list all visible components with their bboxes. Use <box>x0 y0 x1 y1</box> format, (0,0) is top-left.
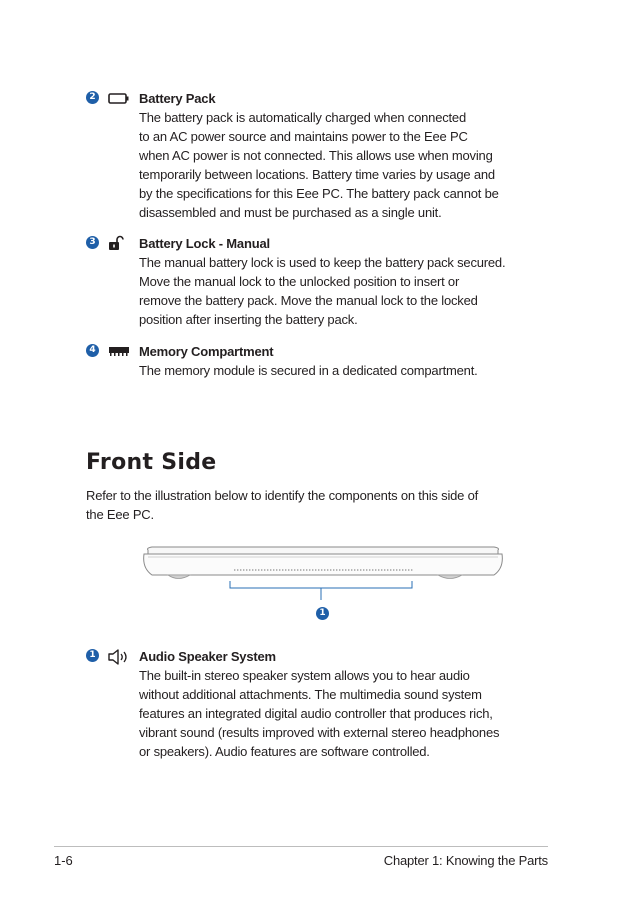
text-line: The battery pack is automatically charged when connected <box>139 110 466 125</box>
item-body <box>139 235 559 329</box>
chapter-title: Chapter 1: Knowing the Parts <box>383 853 548 868</box>
item-title: Battery Lock - Manual <box>139 236 270 251</box>
text-line: by the specifications for this Eee PC. The battery pack cannot be <box>139 186 499 201</box>
item-body <box>139 648 559 761</box>
text-line: The memory module is secured in a dedicated compartment. <box>139 363 478 378</box>
text-line: features an integrated digital audio controller that produces rich, <box>139 706 493 721</box>
text-line: when AC power is not connected. This allows use when moving <box>139 148 493 163</box>
footer-divider <box>54 846 548 847</box>
item-title: Audio Speaker System <box>139 649 276 664</box>
section-intro <box>86 486 556 524</box>
number-badge: 1 <box>86 649 99 662</box>
battery-icon <box>105 90 133 106</box>
text-line: or speakers). Audio features are software controlled. <box>139 744 430 759</box>
number-badge: 2 <box>86 91 99 104</box>
number-badge: 4 <box>86 344 99 357</box>
section-heading: Front Side <box>86 450 217 475</box>
text-line: remove the battery pack. Move the manual lock to the locked <box>139 293 478 308</box>
text-line: to an AC power source and maintains power to the Eee PC <box>139 129 468 144</box>
number-badge: 3 <box>86 236 99 249</box>
text-line: Move the manual lock to the unlocked position to insert or <box>139 274 460 289</box>
item-title: Battery Pack <box>139 91 216 106</box>
unlock-icon <box>105 235 133 251</box>
text-line: position after inserting the battery pack. <box>139 312 358 327</box>
text-line: disassembled and must be purchased as a single unit. <box>139 205 442 220</box>
callout-badge: 1 <box>316 607 329 620</box>
text-line: The built-in stereo speaker system allows you to hear audio <box>139 668 470 683</box>
text-line: the Eee PC. <box>86 507 154 522</box>
page-number: 1-6 <box>54 853 73 868</box>
item-title: Memory Compartment <box>139 344 274 359</box>
item-body <box>139 343 559 380</box>
item-body <box>139 90 559 222</box>
text-line: temporarily between locations. Battery time varies by usage and <box>139 167 495 182</box>
speaker-icon <box>105 648 133 664</box>
text-line: Refer to the illustration below to identify the components on this side of <box>86 488 479 503</box>
text-line: vibrant sound (results improved with external stereo headphones <box>139 725 500 740</box>
text-line: The manual battery lock is used to keep the battery pack secured. <box>139 255 506 270</box>
text-line: without additional attachments. The multimedia sound system <box>139 687 482 702</box>
speaker-grille <box>233 569 413 571</box>
memory-icon <box>105 343 133 359</box>
